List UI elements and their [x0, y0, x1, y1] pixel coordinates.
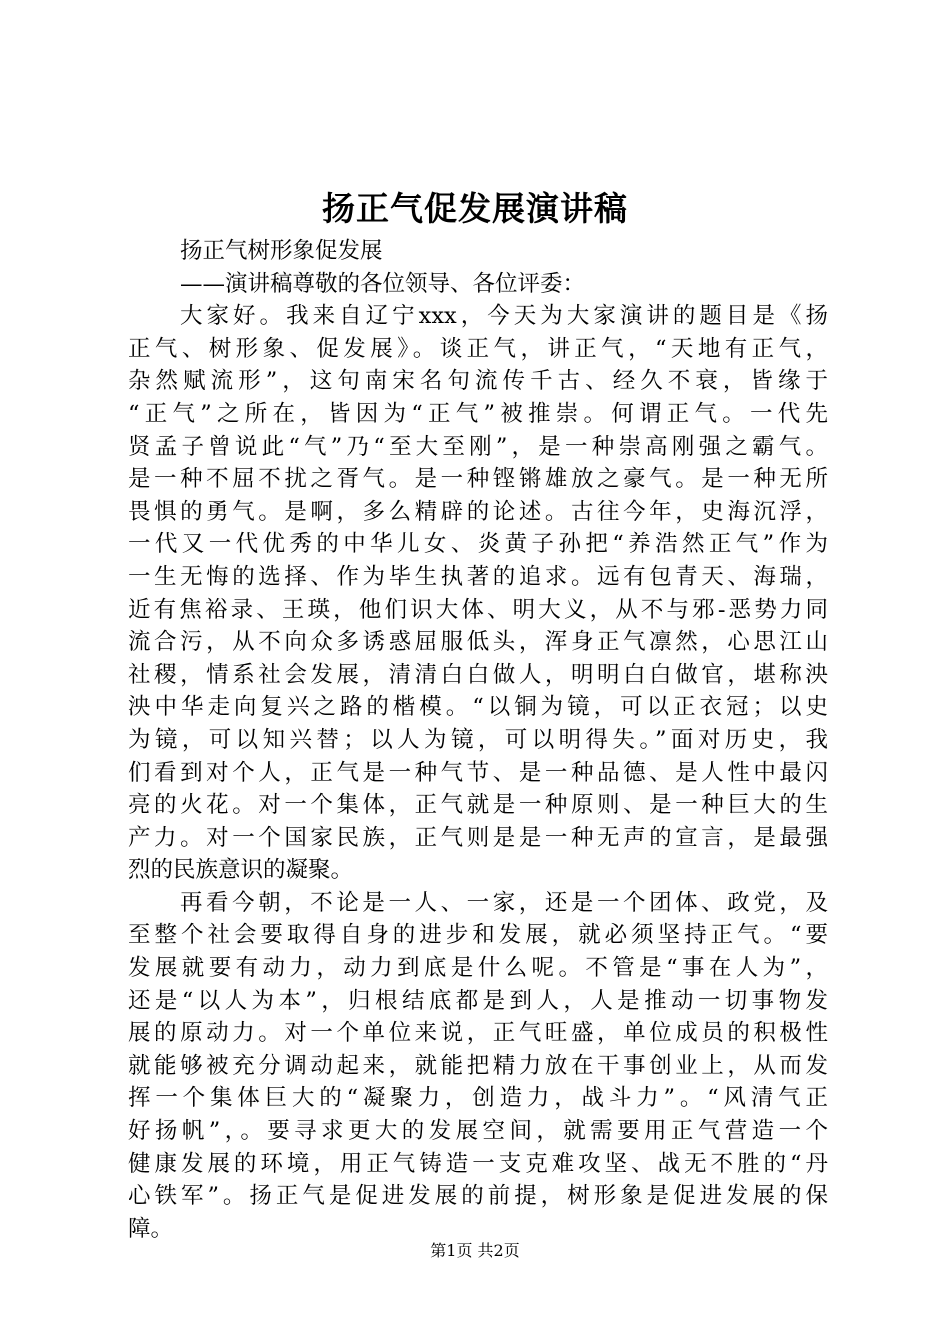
text-line: 至整个社会要取得自身的进步和发展，就必须坚持正气。“要: [128, 922, 828, 949]
text-line: 杂然赋流形”，这句南宋名句流传千古、经久不衰，皆缘于: [128, 368, 828, 395]
text-line: 大家好。我来自辽宁xxx，今天为大家演讲的题目是《扬: [180, 303, 828, 330]
text-line: 一生无悔的选择、作为毕生执著的追求。远有包青天、海瑞，: [128, 563, 828, 590]
text-line: 产力。对一个国家民族，正气则是是一种无声的宣言，是最强: [128, 824, 828, 851]
text-line: 社稷，情系社会发展，清清白白做人，明明白白做官，堪称泱: [128, 661, 828, 688]
text-line: 还是“以人为本”，归根结底都是到人，人是推动一切事物发: [128, 987, 828, 1014]
text-line: 烈的民族意识的凝聚。: [128, 857, 354, 884]
text-line: 近有焦裕录、王瑛，他们识大体、明大义，从不与邪-恶势力同: [128, 596, 828, 623]
text-line: 正气、树形象、促发展》。谈正气，讲正气，“天地有正气，: [128, 335, 828, 362]
text-line: 畏惧的勇气。是啊，多么精辟的论述。古往今年，史海沉浮，: [128, 498, 828, 525]
page-number-footer: 第1页 共2页: [430, 1241, 520, 1260]
text-line: 再看今朝，不论是一人、一家，还是一个团体、政党，及: [180, 889, 828, 916]
text-line: 心铁军”。扬正气是促进发展的前提，树形象是促进发展的保: [128, 1183, 828, 1210]
salutation-line: ——演讲稿尊敬的各位领导、各位评委：: [180, 270, 586, 297]
text-line: 发展就要有动力，动力到底是什么呢。不管是“事在人为”，: [128, 955, 828, 982]
text-line: 流合污，从不向众多诱惑屈服低头，浑身正气凛然，心思江山: [128, 629, 828, 656]
text-line: 健康发展的环境，用正气铸造一支克难攻坚、战无不胜的“丹: [128, 1150, 828, 1177]
text-line: 亮的火花。对一个集体，正气就是一种原则、是一种巨大的生: [128, 792, 828, 819]
text-line: 障。: [128, 1215, 174, 1242]
text-line: 贤孟子曾说此“气”乃“至大至刚”，是一种崇高刚强之霸气。: [128, 433, 828, 460]
text-line: 是一种不屈不扰之胥气。是一种铿锵雄放之豪气。是一种无所: [128, 466, 828, 493]
document-body: [128, 235, 828, 1245]
text-line: 为镜，可以知兴替；以人为镜，可以明得失。”面对历史，我: [128, 726, 828, 753]
text-line: 就能够被充分调动起来，就能把精力放在干事创业上，从而发: [128, 1052, 828, 1079]
document-title: 扬正气促发展演讲稿: [322, 189, 628, 228]
text-line: 泱中华走向复兴之路的楷模。“以铜为镜，可以正衣冠；以史: [128, 694, 828, 721]
text-line: 们看到对个人，正气是一种气节、是一种品德、是人性中最闪: [128, 759, 828, 786]
text-line: 一代又一代优秀的中华儿女、炎黄子孙把“养浩然正气”作为: [128, 531, 828, 558]
text-line: 好扬帆”，。要寻求更大的发展空间，就需要用正气营造一个: [128, 1118, 828, 1145]
text-line: 挥一个集体巨大的“凝聚力，创造力，战斗力”。“风清气正: [128, 1085, 828, 1112]
subtitle-line: 扬正气树形象促发展: [180, 238, 383, 264]
text-line: “正气”之所在，皆因为“正气”被推崇。何谓正气。一代先: [128, 400, 828, 427]
text-line: 展的原动力。对一个单位来说，正气旺盛，单位成员的积极性: [128, 1020, 828, 1047]
